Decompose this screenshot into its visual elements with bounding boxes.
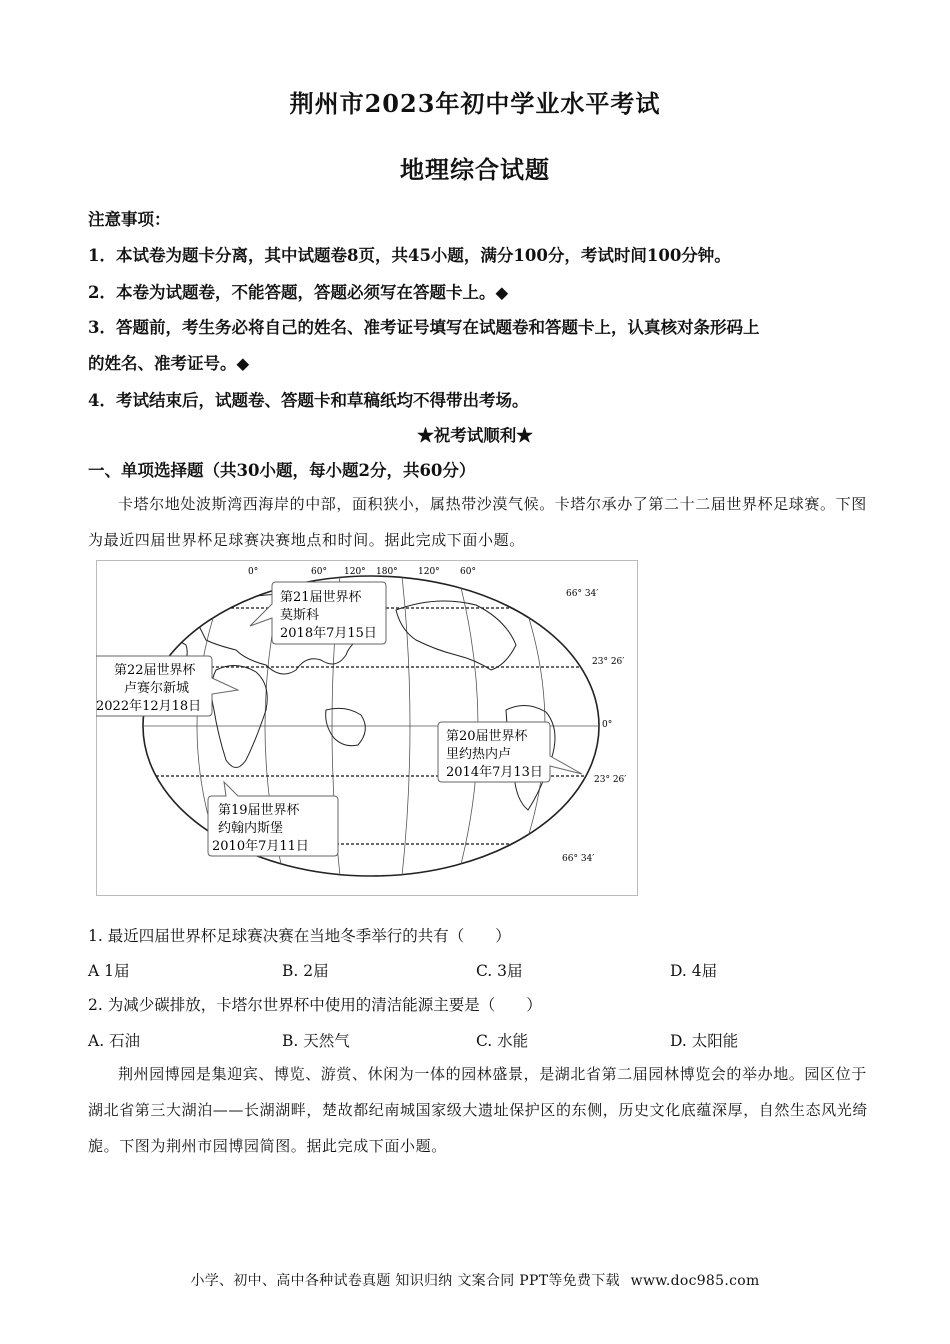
question-1-option-a[interactable]: A 1届 (88, 962, 130, 980)
question-2-stem: 2. 为减少碳排放，卡塔尔世界杯中使用的清洁能源主要是（ ） (88, 996, 542, 1014)
callout-johannesburg-line1: 第19届世界杯 (218, 803, 300, 818)
section1-heading: 一、单项选择题（共30小题，每小题2分，共60分） (88, 461, 476, 480)
page-title: 荆州市2023年初中学业水平考试 (289, 89, 661, 118)
callout-johannesburg-line3: 2010年7月11日 (212, 839, 309, 854)
question-2-option-b[interactable]: B. 天然气 (282, 1032, 350, 1050)
blessing: ★祝考试顺利★ (417, 426, 533, 445)
lat-label-capricorn: 23° 26′ (594, 775, 627, 785)
lon-label-1: 60° (311, 567, 327, 577)
world-map (96, 560, 638, 896)
notice-item-1: 1．本试卷为题卡分离，其中试题卷8页，共45小题，满分100分，考试时间100分钟。 (88, 246, 731, 265)
page-subtitle: 地理综合试题 (400, 155, 550, 184)
question-1-option-b[interactable]: B. 2届 (282, 962, 329, 980)
section1-intro: 卡塔尔地处波斯湾西海岸的中部，面积狭小，属热带沙漠气候。卡塔尔承办了第二十二届世界杯足球赛。下图为最近四届世界杯足球赛决赛地点和时间。据此完成下面小题。 (88, 495, 867, 549)
callout-rio-line2: 里约热内卢 (446, 747, 512, 762)
question-1-option-c[interactable]: C. 3届 (476, 962, 523, 980)
lon-label-4: 120° (418, 567, 440, 577)
lat-label-arctic: 66° 34′ (566, 589, 599, 599)
notice-heading: 注意事项： (88, 210, 171, 229)
world-map-svg (96, 560, 638, 896)
footer (0, 1270, 950, 1290)
callout-rio-line1: 第20届世界杯 (446, 729, 528, 744)
callout-moscow-line1: 第21届世界杯 (280, 590, 362, 605)
question-1-option-d[interactable]: D. 4届 (670, 962, 718, 980)
lat-label-equator: 0° (602, 720, 613, 730)
question-2-option-d[interactable]: D. 太阳能 (670, 1032, 739, 1050)
notice-item-3-cont: 的姓名、准考证号。◆ (88, 354, 250, 373)
notice-item-4: 4．考试结束后，试题卷、答题卡和草稿纸均不得带出考场。 (88, 391, 529, 410)
lon-label-2: 120° (344, 567, 366, 577)
section2-intro: 荆州园博园是集迎宾、博览、游赏、休闲为一体的园林盛景，是湖北省第二届园林博览会的举办地。园区位于湖北省第三大湖泊——长湖湖畔，楚故都纪南城国家级大遗址保护区的东侧，历史文化底蕴深厚，自然生态风光绮旎。下图为荆州市园博园简图。据此完成下面小题。 (88, 1065, 869, 1155)
lat-label-cancer: 23° 26′ (592, 657, 625, 667)
lon-label-0: 0° (248, 567, 259, 577)
question-2-option-a[interactable]: A. 石油 (88, 1032, 141, 1050)
callout-johannesburg-line2: 约翰内斯堡 (218, 821, 284, 836)
callout-lusail-line1: 第22届世界杯 (114, 663, 196, 678)
lon-label-5: 60° (460, 567, 476, 577)
callout-rio-line3: 2014年7月13日 (446, 765, 543, 780)
callout-moscow-line2: 莫斯科 (280, 608, 320, 623)
lon-label-3: 180° (376, 567, 398, 577)
footer-text: 小学、初中、高中各种试卷真题 知识归纳 文案合同 PPT等免费下载 (190, 1273, 620, 1289)
lat-label-antarctic: 66° 34′ (562, 854, 595, 864)
callout-lusail-line2: 卢赛尔新城 (124, 681, 190, 696)
notice-item-3: 3．答题前，考生务必将自己的姓名、准考证号填写在试题卷和答题卡上，认真核对条形码上 (88, 318, 760, 337)
question-1-stem: 1. 最近四届世界杯足球赛决赛在当地冬季举行的共有（ ） (88, 927, 511, 945)
question-2-option-c[interactable]: C. 水能 (476, 1032, 529, 1050)
notice-item-2: 2．本卷为试题卷，不能答题，答题必须写在答题卡上。◆ (88, 283, 509, 302)
footer-url[interactable]: www.doc985.com (630, 1273, 760, 1289)
callout-moscow-line3: 2018年7月15日 (280, 626, 377, 641)
callout-lusail-line3: 2022年12月18日 (96, 699, 202, 714)
